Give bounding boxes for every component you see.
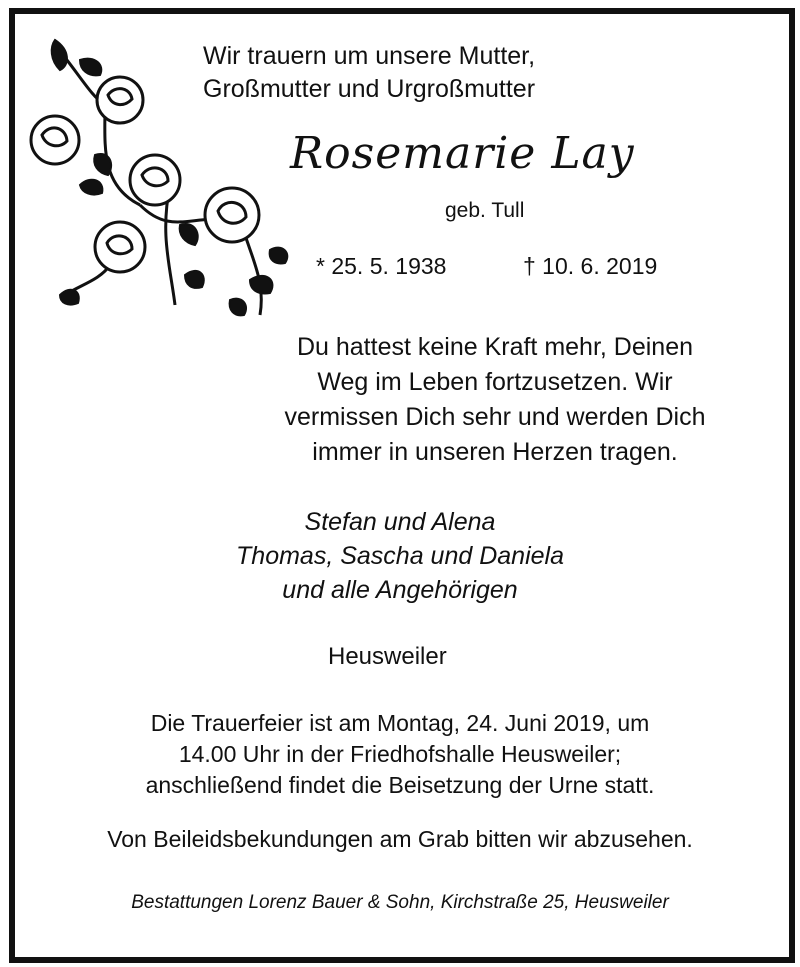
- birth-date: * 25. 5. 1938: [316, 253, 447, 279]
- memorial-verse: [225, 330, 765, 470]
- mourner-line: und alle Angehörigen: [282, 576, 518, 604]
- ceremony-line: Die Trauerfeier ist am Montag, 24. Juni 2019, um: [150, 710, 650, 736]
- death-date: † 10. 6. 2019: [523, 253, 658, 279]
- ceremony-line: 14.00 Uhr in der Friedhofshalle Heusweiler;: [178, 741, 622, 767]
- intro-line: Wir trauern um unsere Mutter,: [203, 42, 536, 70]
- verse-line: vermissen Dich sehr und werden Dich: [284, 403, 706, 431]
- intro-text: [203, 40, 535, 106]
- deceased-name: Rosemarie Lay: [290, 128, 635, 179]
- mourner-line: Stefan und Alena: [304, 508, 496, 536]
- ceremony-line: anschließend findet die Beisetzung der Urne statt.: [145, 772, 655, 798]
- verse-line: Du hattest keine Kraft mehr, Deinen: [296, 333, 694, 361]
- verse-line: Weg im Leben fortzusetzen. Wir: [317, 368, 673, 396]
- mourners-list: [180, 505, 620, 607]
- condolence-note: Von Beileidsbekundungen am Grab bitten wir abzusehen.: [107, 826, 693, 852]
- birth-name: geb. Tull: [445, 199, 525, 222]
- verse-line: immer in unseren Herzen tragen.: [312, 438, 678, 466]
- intro-line: Großmutter und Urgroßmutter: [203, 75, 536, 103]
- ceremony-info: [60, 708, 740, 801]
- mourner-line: Thomas, Sascha und Daniela: [236, 542, 564, 570]
- undertaker-line: Bestattungen Lorenz Bauer & Sohn, Kirchstraße 25, Heusweiler: [131, 892, 669, 913]
- place: Heusweiler: [328, 643, 447, 670]
